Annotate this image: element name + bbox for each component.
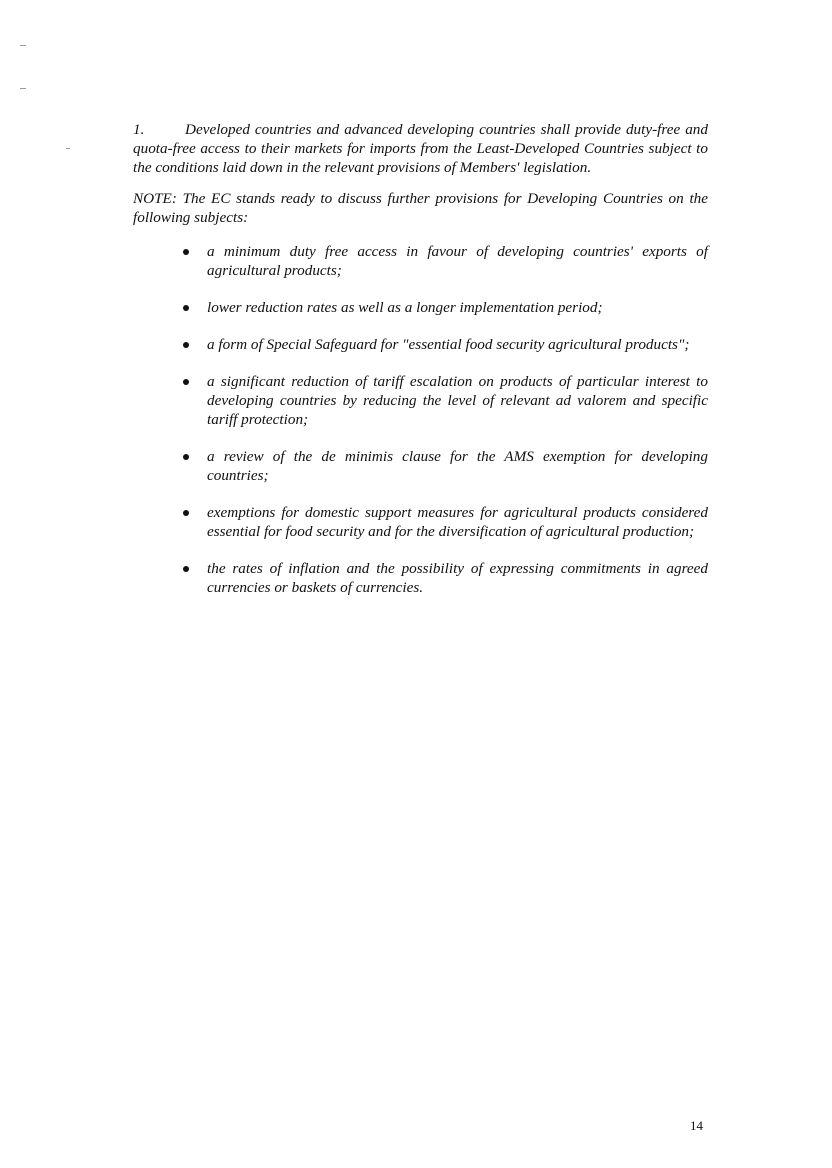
list-item [207,242,708,280]
list-item-text: lower reduction rates as well as a longer implementation period; [207,299,603,316]
list-item [207,447,708,485]
paragraph-number: 1. [133,121,145,138]
note-paragraph: NOTE: The EC stands ready to discuss further provisions for Developing Countries on the following subjects: [133,190,708,226]
document-body [133,120,708,615]
scan-mark [66,148,70,149]
bullet-icon [183,566,189,572]
list-item-text: a form of Special Safeguard for "essential food security agricultural products"; [207,336,690,353]
scan-mark [20,88,26,89]
list-item-text: the rates of inflation and the possibility of expressing commitments in agreed currencies or baskets of currencies. [207,560,708,596]
list-item [207,372,708,429]
bullet-icon [183,249,189,255]
bullet-icon [183,342,189,348]
subjects-list [133,242,708,597]
paragraph-1 [133,120,708,177]
bullet-icon [183,379,189,385]
bullet-icon [183,454,189,460]
bullet-icon [183,510,189,516]
bullet-icon [183,305,189,311]
scan-mark [20,45,26,46]
list-item-text: a significant reduction of tariff escalation on products of particular interest to developing countries by reducing the level of relevant ad valorem and specific tariff protection; [207,373,708,428]
list-item [207,503,708,541]
list-item-text: exemptions for domestic support measures for agricultural products considered essential for food security and for the diversification of agricultural production; [207,504,708,540]
list-item-text: a minimum duty free access in favour of developing countries' exports of agricultural products; [207,243,708,279]
page-number: 14 [690,1118,703,1133]
list-item [207,335,708,354]
paragraph-text: Developed countries and advanced developing countries shall provide duty-free and quota-free access to their markets for imports from the Least-Developed Countries subject to the conditions laid down in the relevant provisions of Members' legislation. [133,121,708,176]
list-item [207,559,708,597]
list-item [207,298,708,317]
list-item-text: a review of the de minimis clause for the AMS exemption for developing countries; [207,448,708,484]
